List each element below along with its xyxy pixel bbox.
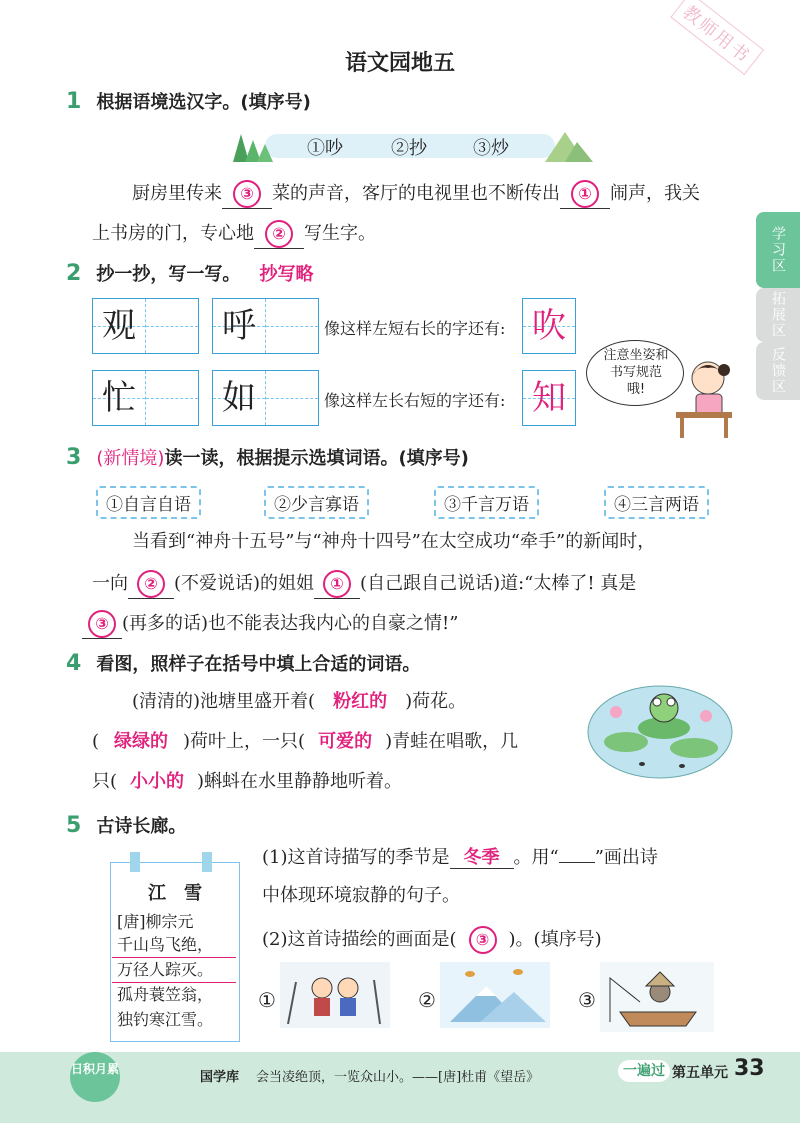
underline-sample xyxy=(559,862,595,863)
q3-instruction: 读一读，根据提示选填词语。(填序号) xyxy=(164,448,469,469)
snow-children-picture xyxy=(280,962,390,1028)
grid-cell xyxy=(93,299,146,353)
q2-note: 抄写略 xyxy=(259,264,314,285)
q3-tag: (新情境) xyxy=(96,448,165,469)
q5-sub1-line2: 中体现环境寂静的句子。 xyxy=(262,885,460,906)
q3-option-4: ④三言两语 xyxy=(604,486,709,519)
model-char: 如 xyxy=(222,378,256,418)
q1-text: 菜的声音，客厅的电视里也不断传出 xyxy=(272,183,560,204)
q4-text: (清清的)池塘里盛开着( xyxy=(132,691,316,712)
q5-header xyxy=(66,812,186,838)
q4-text: ( xyxy=(92,731,100,752)
mountains-birds-picture xyxy=(440,962,550,1028)
q1-text: 写生字。 xyxy=(304,223,376,244)
q4-paragraph-line1 xyxy=(132,692,466,712)
footer-badge: 日积月累 xyxy=(70,1052,120,1102)
q3-blank-3[interactable] xyxy=(82,610,122,639)
q1-number: 1 xyxy=(66,89,82,114)
q4-text: )荷花。 xyxy=(405,691,467,712)
q2-grid-3[interactable] xyxy=(92,370,199,426)
footer-quote: 会当凌绝顶，一览众山小。——[唐]杜甫《望岳》 xyxy=(256,1070,540,1085)
poem-line: 万径人踪灭。 xyxy=(117,960,214,979)
q4-text: 只( xyxy=(92,771,118,792)
q1-option-1: ①吵 xyxy=(307,138,343,159)
model-char: 呼 xyxy=(222,306,256,346)
grid-cell xyxy=(213,299,266,353)
q1-option-3: ③炒 xyxy=(473,138,509,159)
q1-blank-3[interactable] xyxy=(254,220,304,249)
poem-line: 独钓寒江雪。 xyxy=(117,1010,214,1029)
grid-cell xyxy=(146,371,198,425)
q5-sub2 xyxy=(262,926,602,954)
q3-header xyxy=(66,444,469,470)
q4-answer-1[interactable]: 粉红的 xyxy=(333,691,388,712)
poem-author: [唐]柳宗元 xyxy=(117,912,194,931)
q4-number: 4 xyxy=(66,651,82,676)
q2-answer-1: 吹 xyxy=(532,306,566,346)
poem-title: 江 雪 xyxy=(148,883,202,904)
q5-text: 。用“ xyxy=(513,847,559,868)
grid-cell xyxy=(146,299,198,353)
q5-instruction: 古诗长廊。 xyxy=(96,816,187,837)
q2-answer-2: 知 xyxy=(532,378,566,418)
q3-paragraph-line3 xyxy=(82,610,458,639)
model-char: 观 xyxy=(102,306,136,346)
q3-number: 3 xyxy=(66,445,82,470)
q2-answer-box-1[interactable] xyxy=(522,298,576,354)
q4-instruction: 看图，照样子在括号中填上合适的词语。 xyxy=(96,654,421,675)
footer-label: 国学库 xyxy=(200,1070,240,1085)
q3-blank-1[interactable] xyxy=(128,570,174,599)
q4-text: )青蛙在唱歌，几 xyxy=(385,731,519,752)
q2-grid-4[interactable] xyxy=(212,370,319,426)
q3-text: 一向 xyxy=(92,573,128,594)
q4-answer-3[interactable]: 可爱的 xyxy=(318,731,373,752)
poem-card-clip-1 xyxy=(130,852,140,872)
tab-feedback-label: 反馈区 xyxy=(770,347,786,395)
poem-underline-2 xyxy=(112,982,236,983)
q4-text: )荷叶上，一只( xyxy=(183,731,306,752)
q4-answer-4[interactable]: 小小的 xyxy=(130,771,185,792)
q3-text: (再多的话)也不能表达我内心的自豪之情!” xyxy=(122,613,459,634)
q3-answer-3: ③ xyxy=(88,610,116,638)
page-number: 33 xyxy=(734,1056,765,1081)
footer-unit: 第五单元 xyxy=(672,1065,728,1081)
q2-row2-prompt: 像这样左长右短的字还有: xyxy=(324,391,506,410)
grid-cell xyxy=(523,299,575,353)
q1-blank-1[interactable] xyxy=(222,180,272,209)
q3-paragraph-line2 xyxy=(92,570,636,599)
grid-cell xyxy=(523,371,575,425)
q2-grid-1[interactable] xyxy=(92,298,199,354)
q5-answer-season[interactable]: 冬季 xyxy=(450,848,514,869)
q3-option-3: ③千言万语 xyxy=(434,486,539,519)
grid-cell xyxy=(266,371,318,425)
fisherman-boat-picture xyxy=(600,962,714,1032)
page-title: 语文园地五 xyxy=(344,51,455,76)
q2-answer-box-2[interactable] xyxy=(522,370,576,426)
q1-instruction: 根据语境选汉字。(填序号) xyxy=(96,92,311,113)
q5-text: ”画出诗 xyxy=(594,847,658,868)
q5-picture-label-1: ① xyxy=(258,988,276,1012)
poem-underline-1 xyxy=(112,957,236,958)
girl-writing-illustration xyxy=(668,356,740,440)
q2-instruction: 抄一抄，写一写。 xyxy=(96,264,241,285)
q5-answer-picture[interactable]: ③ xyxy=(469,926,497,954)
q1-answer-3: ② xyxy=(265,220,293,248)
q3-text: (不爱说话)的姐姐 xyxy=(174,573,315,594)
q5-text: (1)这首诗描写的季节是 xyxy=(262,847,450,868)
q1-paragraph-line2 xyxy=(92,220,376,249)
q3-answer-2: ① xyxy=(323,570,351,598)
grid-cell xyxy=(93,371,146,425)
q4-text: )蝌蚪在水里静静地听着。 xyxy=(197,771,403,792)
q2-header xyxy=(66,260,314,286)
model-char: 忙 xyxy=(102,378,136,418)
q5-picture-label-3: ③ xyxy=(578,988,596,1012)
q1-answer-1: ③ xyxy=(233,180,261,208)
q4-paragraph-line2 xyxy=(92,732,518,752)
q5-sub1-line1 xyxy=(262,848,658,869)
q1-header xyxy=(66,88,311,114)
tab-expansion-label: 拓展区 xyxy=(770,291,786,339)
poem-line: 千山鸟飞绝， xyxy=(117,935,214,954)
pond-frog-illustration xyxy=(586,672,734,780)
q5-text: )。(填序号) xyxy=(508,929,602,950)
q1-blank-2[interactable] xyxy=(560,180,610,209)
q4-paragraph-line3 xyxy=(92,772,402,792)
corner-stamp-text: 教师用书 xyxy=(670,0,764,75)
q3-text: (自己跟自己说话)道:“太棒了! 真是 xyxy=(360,573,637,594)
poem-card xyxy=(110,862,240,1042)
grid-cell xyxy=(266,299,318,353)
q3-paragraph-line1: 当看到“神舟十五号”与“神舟十四号”在太空成功“牵手”的新闻时， xyxy=(132,531,656,552)
grid-cell xyxy=(213,371,266,425)
q4-answer-2[interactable]: 绿绿的 xyxy=(114,731,169,752)
q5-text: (2)这首诗描绘的画面是( xyxy=(262,929,457,950)
poem-card-clip-2 xyxy=(202,852,212,872)
q2-grid-2[interactable] xyxy=(212,298,319,354)
q3-option-2: ②少言寡语 xyxy=(264,486,369,519)
q1-options-banner xyxy=(225,128,595,164)
q1-option-2: ②抄 xyxy=(391,138,427,159)
poem-line: 孤舟蓑笠翁， xyxy=(117,985,214,1004)
q3-blank-2[interactable] xyxy=(314,570,360,599)
tab-learning-label: 学习区 xyxy=(770,226,786,274)
q3-answer-1: ② xyxy=(137,570,165,598)
q1-answer-2: ① xyxy=(571,180,599,208)
q1-text: 闹声，我关 xyxy=(610,183,700,204)
q1-text: 上书房的门，专心地 xyxy=(92,223,254,244)
q3-option-1: ①自言自语 xyxy=(96,486,201,519)
tab-expansion[interactable] xyxy=(756,288,800,342)
q4-header xyxy=(66,650,420,676)
q2-row1-prompt: 像这样左短右长的字还有: xyxy=(324,319,506,338)
tab-learning[interactable] xyxy=(756,212,800,288)
q5-number: 5 xyxy=(66,813,82,838)
q1-text: 厨房里传来 xyxy=(132,183,222,204)
q1-paragraph-line1 xyxy=(132,180,700,209)
q2-number: 2 xyxy=(66,261,82,286)
q5-picture-label-2: ② xyxy=(418,988,436,1012)
speech-bubble-text: 注意坐姿和书写规范哦! xyxy=(603,348,669,397)
footer-unit-badge: 一遍过 xyxy=(618,1060,670,1082)
tab-feedback[interactable] xyxy=(756,342,800,400)
